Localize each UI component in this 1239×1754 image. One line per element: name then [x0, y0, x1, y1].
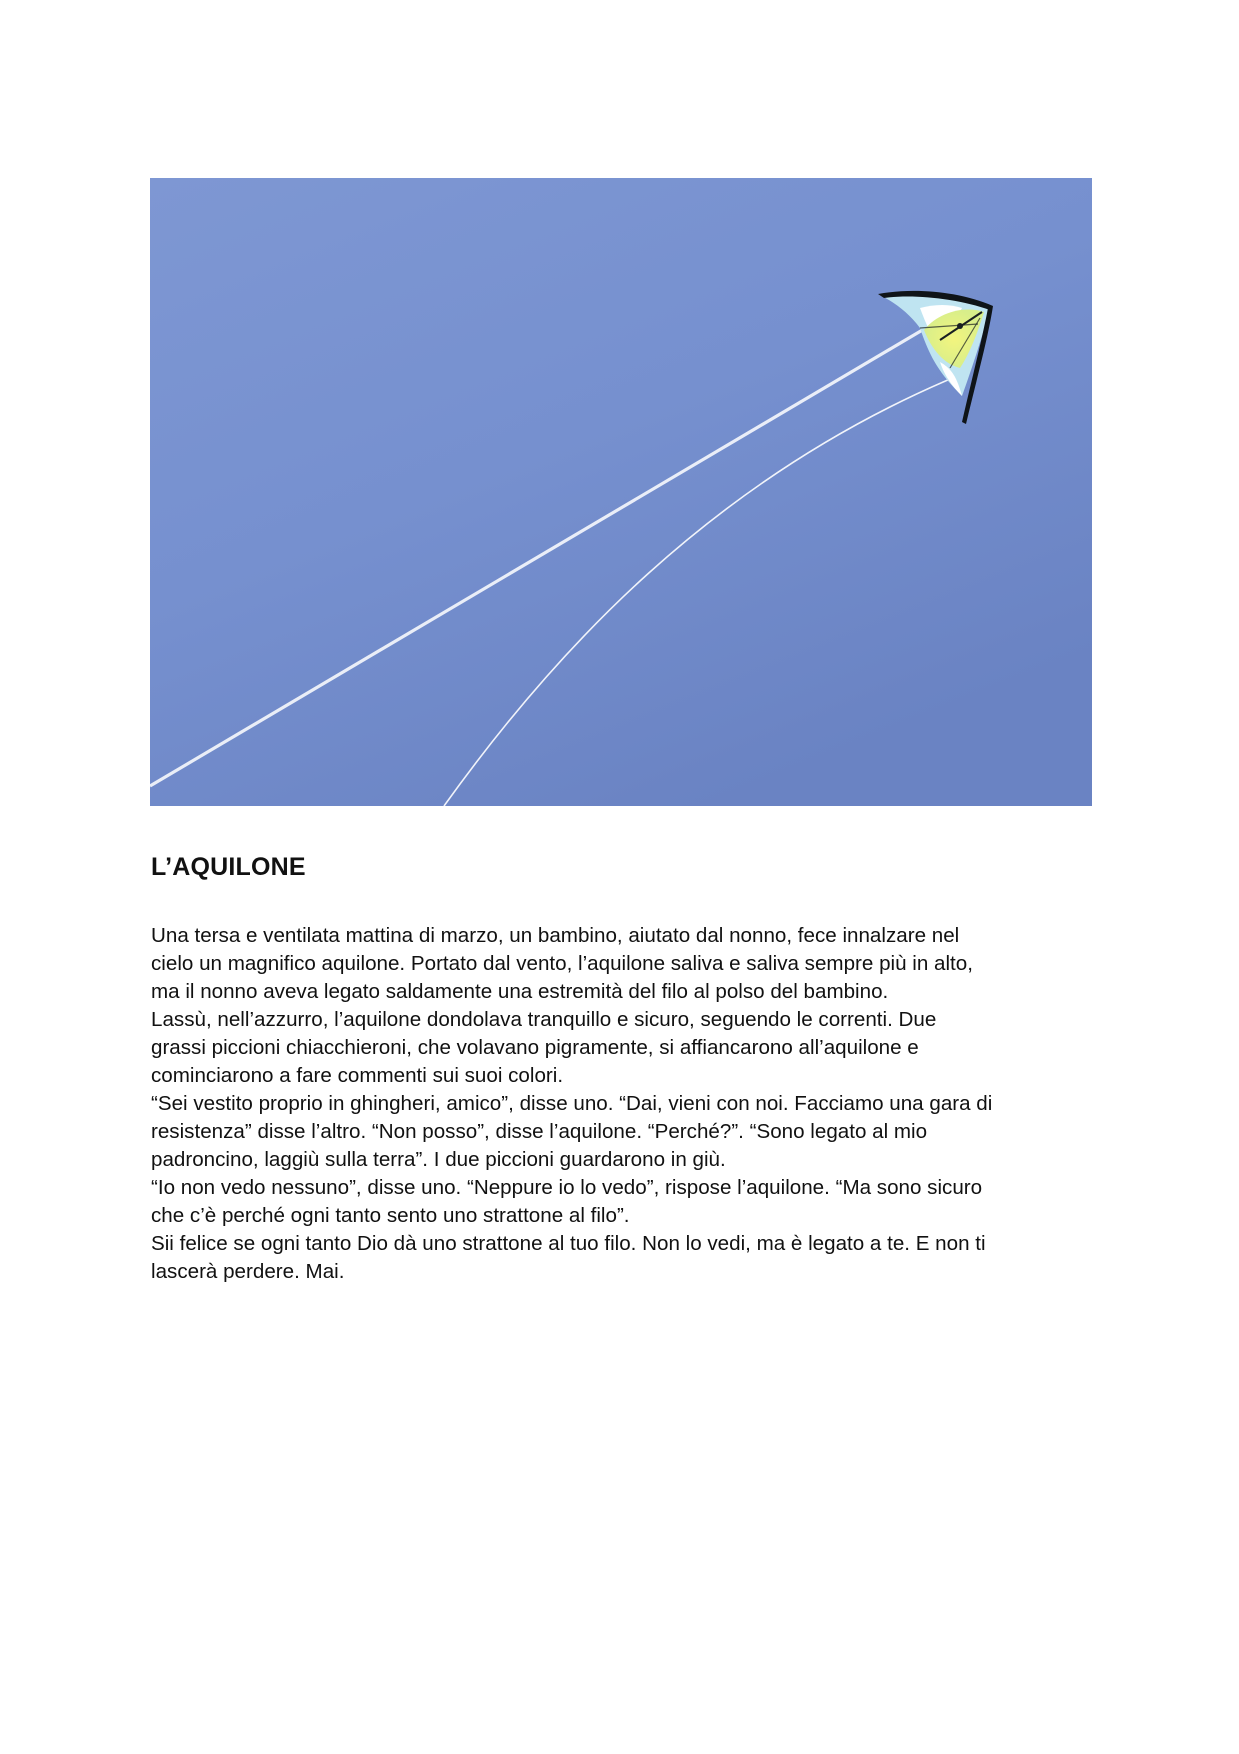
story-text: [151, 922, 1111, 1286]
text-line: Una tersa e ventilata mattina di marzo, un bambino, aiutato dal nonno, fece innalzare nel: [151, 924, 960, 947]
text-line: grassi piccioni chiacchieroni, che volavano pigramente, si affiancarono all’aquilone e: [151, 1036, 919, 1059]
kite-photo: [150, 178, 1092, 806]
text-line: cominciarono a fare commenti sui suoi colori.: [151, 1064, 564, 1087]
text-line: padroncino, laggiù sulla terra”. I due piccioni guardarono in giù.: [151, 1148, 726, 1171]
text-line: Sii felice se ogni tanto Dio dà uno strattone al tuo filo. Non lo vedi, ma è legato a te. E non ti: [151, 1232, 986, 1255]
text-line: ma il nonno aveva legato saldamente una estremità del filo al polso del bambino.: [151, 980, 889, 1003]
text-line: “Io non vedo nessuno”, disse uno. “Neppure io lo vedo”, rispose l’aquilone. “Ma sono sicuro: [151, 1176, 983, 1199]
text-line: che c’è perché ogni tanto sento uno strattone al filo”.: [151, 1204, 630, 1227]
text-line: “Sei vestito proprio in ghingheri, amico”, disse uno. “Dai, vieni con noi. Facciamo una gara di: [151, 1092, 993, 1115]
text-line: lascerà perdere. Mai.: [151, 1260, 345, 1283]
text-line: Lassù, nell’azzurro, l’aquilone dondolava tranquillo e sicuro, seguendo le correnti. Due: [151, 1008, 937, 1031]
sky-background: [150, 178, 1092, 806]
text-line: cielo un magnifico aquilone. Portato dal vento, l’aquilone saliva e saliva sempre più in alto,: [151, 952, 973, 975]
text-line: resistenza” disse l’altro. “Non posso”, disse l’aquilone. “Perché?”. “Sono legato al mio: [151, 1120, 928, 1143]
page-title: L’AQUILONE: [151, 853, 306, 881]
